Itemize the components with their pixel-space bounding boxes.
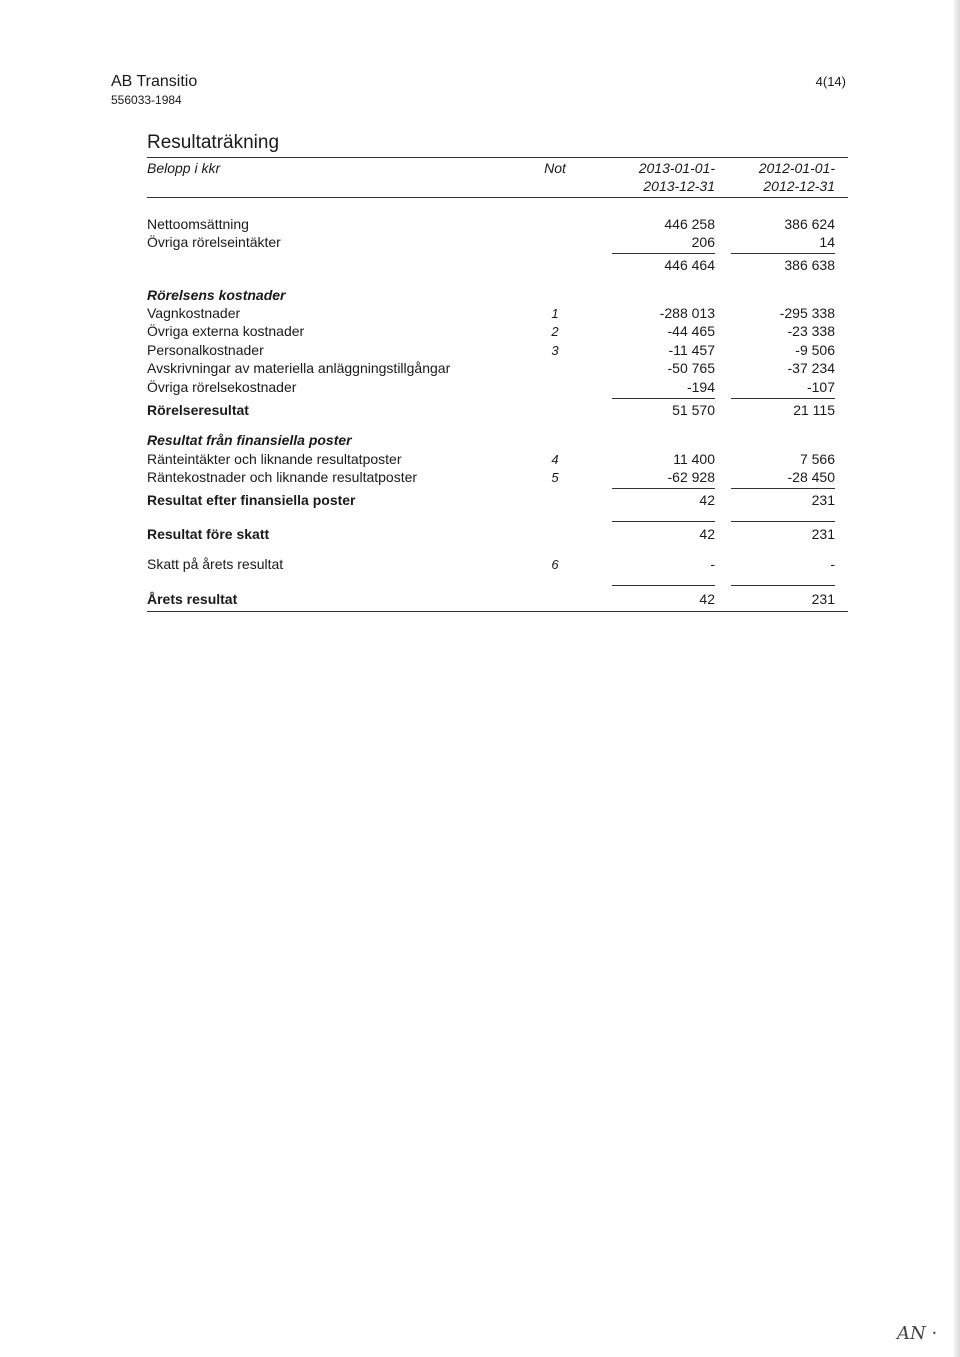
row-label: Resultat efter finansiella poster [147,492,356,508]
note-ref: 5 [551,470,559,485]
title-rule [147,157,848,158]
current-value: 206 [691,234,715,250]
row-label: Övriga externa kostnader [147,323,305,339]
sum-rule-current [612,488,715,489]
note-ref: 1 [551,306,559,321]
header-rule [147,197,848,198]
current-value: - [710,556,715,572]
prior-value: 14 [819,234,835,250]
prior-value: -28 450 [787,469,835,485]
prior-value: 231 [811,526,835,542]
sum-rule-prior [731,398,835,399]
page-edge [954,0,960,1357]
page-title: Resultaträkning [147,132,280,153]
initials-signature: AN · [897,1323,938,1344]
prior-value: 231 [811,591,835,607]
current-value: 446 464 [664,257,715,273]
prior-value: - [830,556,835,572]
current-value: -194 [686,379,715,395]
prior-value: -23 338 [787,323,835,339]
note-header: Not [544,160,566,176]
current-value: -50 765 [667,360,715,376]
row-label: Rörelseresultat [147,402,249,418]
initials-text: AN [897,1323,926,1344]
current-value: 42 [699,591,715,607]
current-value: -288 013 [659,305,715,321]
row-label: Nettoomsättning [147,216,249,232]
org-number: 556033-1984 [111,93,182,107]
current-value: 51 570 [672,402,715,418]
current-value: 11 400 [673,451,715,467]
note-ref: 2 [551,324,559,339]
row-label: Vagnkostnader [147,305,241,321]
sum-rule-current [612,253,715,254]
current-value: -44 465 [667,323,715,339]
prior-value: 21 115 [793,402,835,418]
prior-value: 386 638 [784,257,835,273]
section-heading: Rörelsens kostnader [147,287,286,303]
page-number: 4(14) [815,74,846,89]
prior-value: -9 506 [795,342,835,358]
row-label: Avskrivningar av materiella anläggningstillgångar [147,360,451,376]
row-label: Övriga rörelsekostnader [147,379,297,395]
prior-value: -107 [806,379,835,395]
row-label: Övriga rörelseintäkter [147,234,281,250]
prior-period-end: 2012-12-31 [763,178,835,194]
note-ref: 3 [551,343,559,358]
prior-value: -37 234 [787,360,835,376]
sum-rule-current [612,521,715,522]
sum-rule-prior [731,585,835,586]
company-name: AB Transitio [111,73,198,90]
row-label: Årets resultat [147,591,238,607]
current-value: -62 928 [667,469,715,485]
current-period-start: 2013-01-01- [638,160,715,176]
prior-value: 231 [811,492,835,508]
current-value: 42 [699,526,715,542]
bottom-rule [147,611,848,612]
current-value: -11 457 [668,342,715,358]
prior-period-start: 2012-01-01- [758,160,835,176]
sum-rule-prior [731,488,835,489]
prior-value: -295 338 [779,305,835,321]
row-label: Personalkostnader [147,342,264,358]
sum-rule-current [612,398,715,399]
prior-value: 386 624 [784,216,835,232]
row-label: Räntekostnader och liknande resultatposter [147,469,418,485]
current-period-end: 2013-12-31 [643,178,715,194]
current-value: 446 258 [664,216,715,232]
note-ref: 4 [551,452,559,467]
row-label: Ränteintäkter och liknande resultatposter [147,451,402,467]
row-label: Resultat före skatt [147,526,270,542]
note-ref: 6 [551,557,559,572]
sum-rule-prior [731,521,835,522]
sum-rule-current [612,585,715,586]
prior-value: 7 566 [799,451,835,467]
row-label: Skatt på årets resultat [147,556,284,572]
current-value: 42 [699,492,715,508]
unit-header: Belopp i kkr [147,160,221,176]
section-heading: Resultat från finansiella poster [147,432,352,448]
sum-rule-prior [731,253,835,254]
